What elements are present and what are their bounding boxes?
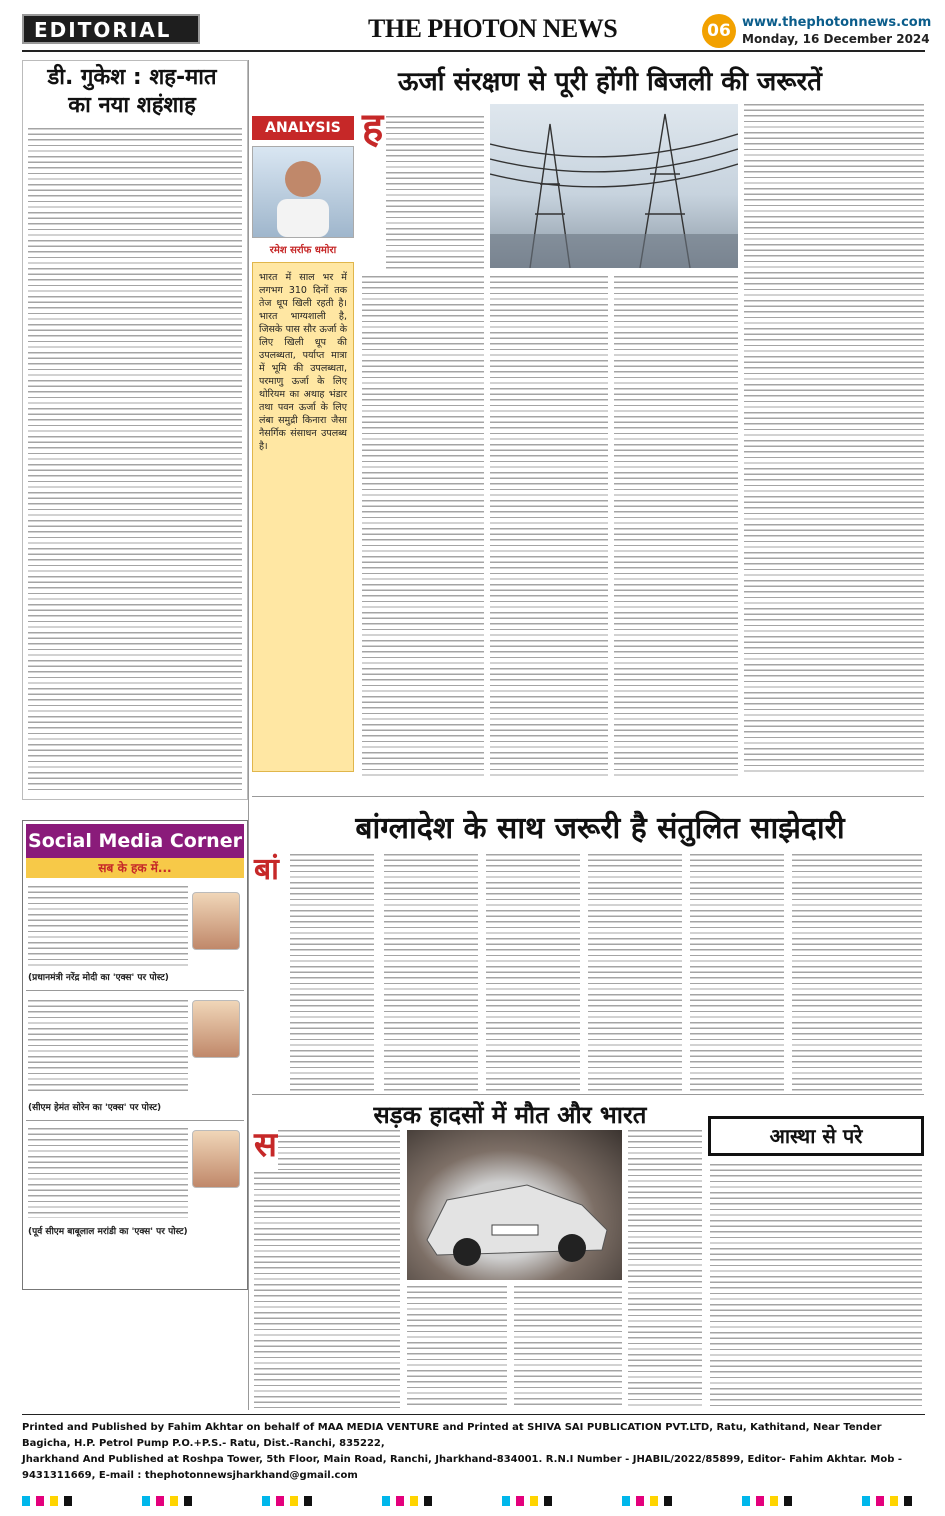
section-label: EDITORIAL — [22, 14, 200, 44]
aastha-body — [710, 1164, 922, 1408]
issue-date: Monday, 16 December 2024 — [742, 32, 930, 46]
social-corner-title: Social Media Corner — [26, 824, 244, 858]
accident-col1-top — [278, 1130, 400, 1170]
left-title-line1: डी. गुकेश : शह-मात — [47, 65, 217, 90]
bd-col5 — [690, 854, 784, 1094]
site-link[interactable]: www.thephotonnews.com — [742, 15, 932, 30]
left-title-line2: का नया शहंशाह — [68, 93, 196, 118]
imprint — [22, 1420, 925, 1484]
masthead-title[interactable]: THE PHOTON NEWS — [368, 14, 618, 43]
left-article-title — [22, 64, 242, 120]
energy-col1 — [362, 276, 484, 776]
bangladesh-article-title: बांग्लादेश के साथ जरूरी है संतुलित साझेदारी — [355, 811, 845, 846]
accident-col1 — [254, 1172, 400, 1408]
pull-quote-text: भारत में साल भर में लगभग 310 दिनों तक तेज धूप खिली रहती है। भारत भाग्यशाली है, जिसके पास सौर ऊर्जा के लिए खिली धूप की उपलब्धता, पर्याप्त मात्रा में भूमि की उपलब्धता, परमाणु ऊर्जा के लिए थोरियम का अथाह भंडार तथा पवन ऊर्जा के लिए लंबा समुद्री किनारा जैसा नैसर्गिक संसाधन उपलब्ध है। — [259, 272, 347, 452]
aastha-article-title: आस्था से परे — [708, 1116, 924, 1156]
social-post-2-text — [28, 1000, 188, 1094]
energy-article-title: ऊर्जा संरक्षण से पूरी होंगी बिजली की जरूरतें — [398, 67, 822, 97]
accident-col4 — [628, 1130, 702, 1408]
bd-col4 — [588, 854, 682, 1094]
social-corner-subtitle: सब के हक में... — [26, 858, 244, 878]
column-rule-left — [248, 60, 249, 1410]
bd-col1 — [290, 854, 374, 1094]
avatar-hemant-soren — [192, 1000, 240, 1058]
social-post-3-text — [28, 1128, 188, 1218]
author-name: रमेश सर्राफ धमोरा — [269, 245, 337, 256]
avatar-babulal-marandi — [192, 1130, 240, 1188]
social-post-2-tag: (सीएम हेमंत सोरेन का 'एक्स' पर पोस्ट) — [28, 1103, 162, 1113]
bd-col6 — [792, 854, 922, 1094]
author-photo — [252, 146, 354, 238]
avatar-modi — [192, 892, 240, 950]
energy-dropcap: ह — [362, 105, 384, 150]
bangladesh-dropcap: बां — [254, 853, 279, 886]
accident-col2 — [407, 1286, 507, 1408]
left-article-body — [28, 128, 242, 793]
imprint-line-2: Jharkhand And Published at Roshpa Tower, 5th Floor, Main Road, Ranchi, Jharkhand-834001. R.N.I Number - JHABIL/2022/85899, Editor- Fahim Akhtar. Mob - 9431311669, E-mail : thephotonnewsjharkhand@gmail.com — [22, 1454, 902, 1481]
social-divider-1 — [26, 990, 244, 991]
energy-col4 — [744, 104, 924, 776]
accident-col3 — [514, 1286, 622, 1408]
bd-col2 — [384, 854, 478, 1094]
analysis-label: ANALYSIS — [252, 116, 354, 140]
accident-article-title: सड़क हादसों में मौत और भारत — [373, 1101, 647, 1129]
energy-col1-top — [386, 116, 484, 270]
page-number: 06 — [702, 14, 736, 48]
power-lines-photo — [490, 104, 738, 268]
bd-col3 — [486, 854, 580, 1094]
accident-dropcap: स — [254, 1127, 277, 1164]
social-divider-2 — [26, 1120, 244, 1121]
energy-col2 — [490, 276, 608, 776]
social-post-1-text — [28, 886, 188, 966]
pull-quote-box — [252, 262, 354, 772]
divider-energy-bangladesh — [252, 796, 924, 797]
imprint-line-1: Printed and Published by Fahim Akhtar on behalf of MAA MEDIA VENTURE and Printed at SHIVA SAI PUBLICATION PVT.LTD, Ratu, Kathitand, Near Tender Bagicha, H.P. Petrol Pump P.O.+P.S.- Ratu, Dist.-Ranchi, 835222, — [22, 1422, 882, 1449]
print-registration-marks — [22, 1496, 925, 1506]
social-post-1-tag: (प्रधानमंत्री नरेंद्र मोदी का 'एक्स' पर पोस्ट) — [28, 973, 169, 983]
header-divider — [22, 50, 925, 52]
footer-divider — [22, 1414, 925, 1415]
energy-col3 — [614, 276, 738, 776]
divider-bangladesh-accident — [252, 1094, 924, 1095]
accident-car-photo — [407, 1130, 622, 1280]
social-post-3-tag: (पूर्व सीएम बाबूलाल मरांडी का 'एक्स' पर पोस्ट) — [28, 1227, 188, 1237]
